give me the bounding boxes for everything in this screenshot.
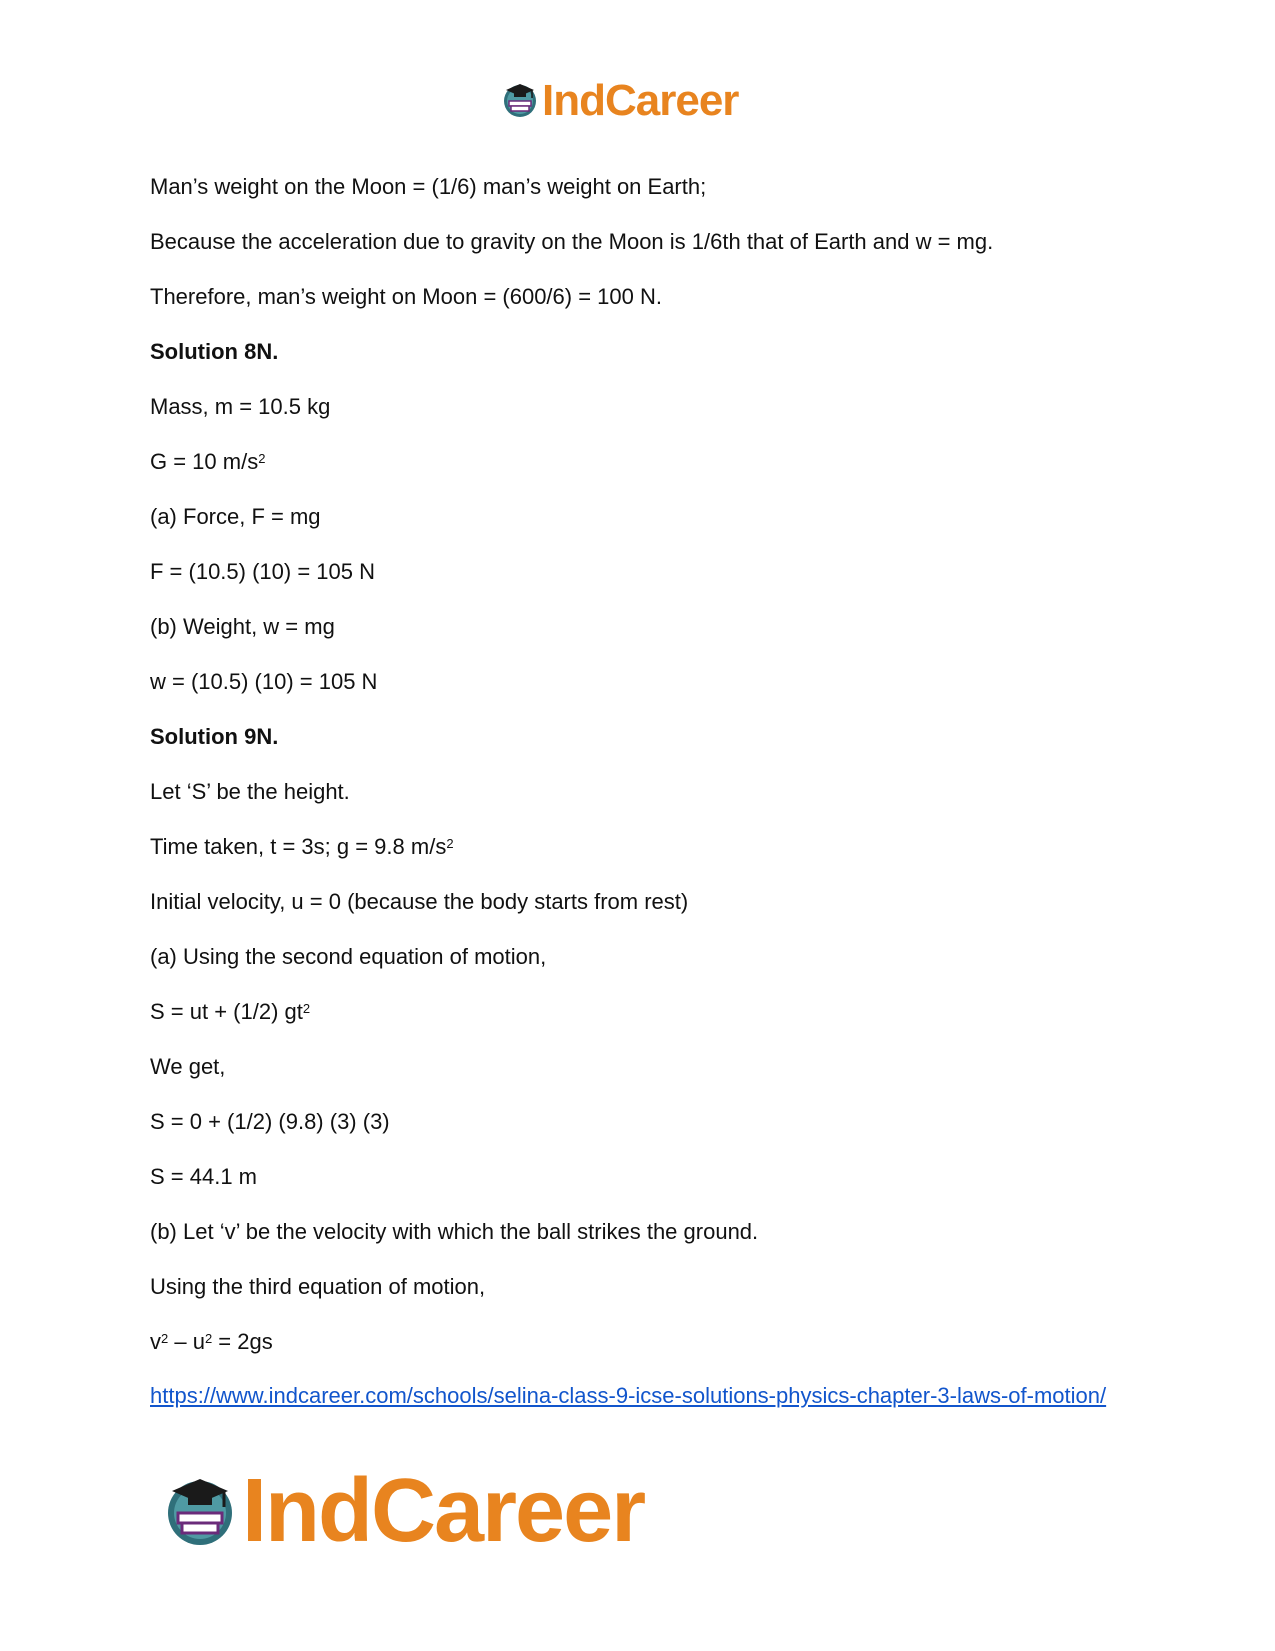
superscript: 2 — [446, 836, 454, 851]
text-line: (a) Force, F = mg — [150, 504, 321, 529]
solution-heading: Solution 8N. — [150, 339, 279, 364]
solution-heading: Solution 9N. — [150, 724, 279, 749]
equation-text: = 2gs — [212, 1329, 273, 1354]
text-line: Initial velocity, u = 0 (because the body starts from rest) — [150, 889, 689, 914]
text-line: (a) Using the second equation of motion, — [150, 944, 547, 969]
text-line: (b) Let ‘v’ be the velocity with which the ball strikes the ground. — [150, 1219, 759, 1244]
text-line: Man’s weight on the Moon = (1/6) man’s weight on Earth; — [150, 174, 707, 199]
text-line — [150, 1329, 1130, 1355]
equation-text: v — [150, 1329, 161, 1354]
text-line: Using the third equation of motion, — [150, 1274, 486, 1299]
brand-name: IndCareer — [542, 76, 739, 125]
superscript: 2 — [302, 1001, 311, 1016]
text-line: Mass, m = 10.5 kg — [150, 394, 331, 419]
brand-name: IndCareer — [242, 1461, 645, 1561]
text-line — [150, 449, 1130, 475]
footer-logo — [160, 1460, 644, 1563]
header-logo — [500, 76, 738, 126]
graduation-cap-icon — [160, 1469, 240, 1554]
text-line: S = 0 + (1/2) (9.8) (3) (3) — [150, 1109, 390, 1134]
text-line: (b) Weight, w = mg — [150, 614, 335, 639]
text-line: Because the acceleration due to gravity on the Moon is 1/6th that of Earth and w = mg. — [150, 229, 994, 254]
superscript: 2 — [258, 451, 266, 466]
equation-text: – u — [168, 1329, 205, 1354]
graduation-cap-icon — [500, 79, 540, 124]
text-line: w = (10.5) (10) = 105 N — [150, 669, 378, 694]
source-link[interactable]: https://www.indcareer.com/schools/selina-class-9-icse-solutions-physics-chapter-3-laws-of-motion/ — [150, 1383, 1107, 1408]
superscript: 2 — [204, 1331, 213, 1346]
document-body — [150, 174, 1130, 1384]
equation-text: Time taken, t = 3s; g = 9.8 m/s — [150, 834, 447, 859]
equation-text: G = 10 m/s — [150, 449, 259, 474]
text-line — [150, 999, 1130, 1025]
text-line: Let ‘S’ be the height. — [150, 779, 350, 804]
text-line — [150, 834, 1130, 860]
superscript: 2 — [161, 1331, 169, 1346]
text-line: We get, — [150, 1054, 226, 1079]
equation-text: S = ut + (1/2) gt — [150, 999, 303, 1024]
text-line: F = (10.5) (10) = 105 N — [150, 559, 375, 584]
text-line: S = 44.1 m — [150, 1164, 258, 1189]
text-line: Therefore, man’s weight on Moon = (600/6) = 100 N. — [150, 284, 662, 309]
